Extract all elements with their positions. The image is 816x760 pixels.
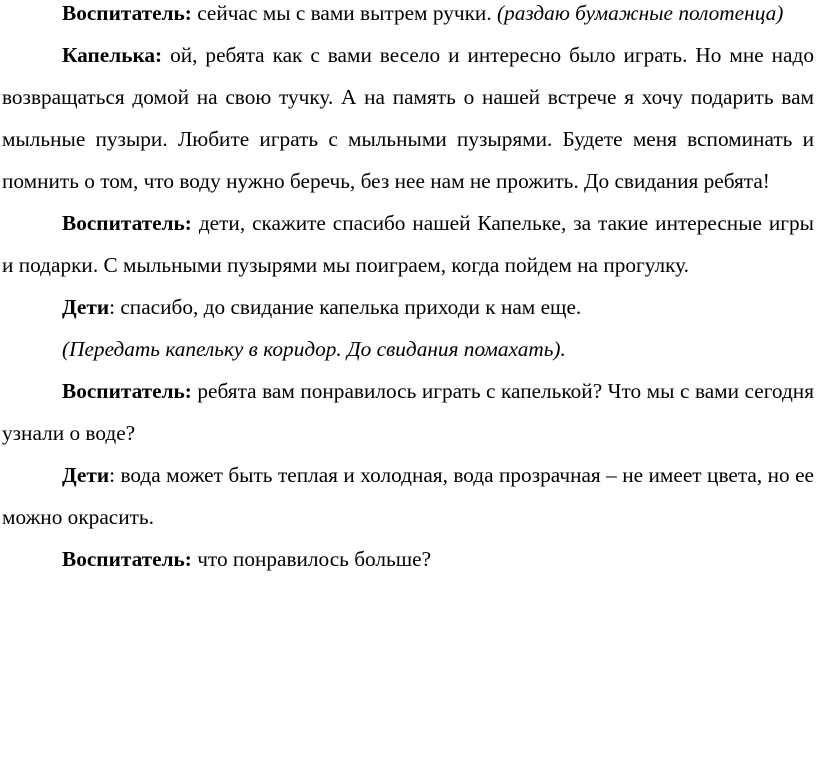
paragraph-text: .	[560, 337, 566, 361]
stage-direction: (Передать капельку в коридор. До свидания помахать)	[62, 337, 561, 361]
speaker-label: Дети	[62, 295, 110, 319]
paragraph-7	[2, 454, 814, 538]
paragraph-text: ой, ребята как с вами весело и интересно было играть. Но мне надо возвращаться домой на свою тучку. А на память о нашей встрече я хочу подарить вам мыльные пузыри. Любите играть с мыльными пузырями. Будете меня вспоминать и помнить о том, что воду нужно беречь, без нее нам не прожить. До свидания ребята!	[2, 43, 814, 193]
paragraph-2	[2, 34, 814, 202]
paragraph-4	[2, 286, 814, 328]
paragraph-text: ребята вам понравилось играть с капелькой? Что мы с вами сегодня узнали о воде?	[2, 379, 814, 445]
paragraph-1	[2, 0, 814, 34]
speaker-label: Воспитатель:	[62, 379, 192, 403]
speaker-label: Воспитатель:	[62, 547, 192, 571]
paragraph-8	[2, 538, 814, 580]
paragraph-3	[2, 202, 814, 286]
speaker-label: Дети	[62, 463, 110, 487]
paragraph-text: что понравилось больше?	[191, 547, 432, 571]
speaker-label: Воспитатель:	[62, 211, 192, 235]
paragraph-text: дети, скажите спасибо нашей Капельке, за такие интересные игры и подарки. С мыльными пузырями мы поиграем, когда пойдем на прогулку.	[2, 211, 814, 277]
speaker-label: Капелька:	[62, 43, 163, 67]
paragraph-text: сейчас мы с вами вытрем ручки.	[191, 1, 497, 25]
paragraph-text: : спасибо, до свидание капелька приходи к нам еще.	[109, 295, 582, 319]
paragraph-5	[2, 328, 814, 370]
paragraph-text: : вода может быть теплая и холодная, вода прозрачная – не имеет цвета, но ее можно окрасить.	[2, 463, 814, 529]
speaker-label: Воспитатель:	[62, 1, 192, 25]
paragraph-6	[2, 370, 814, 454]
stage-direction: (раздаю бумажные полотенца)	[496, 1, 784, 25]
